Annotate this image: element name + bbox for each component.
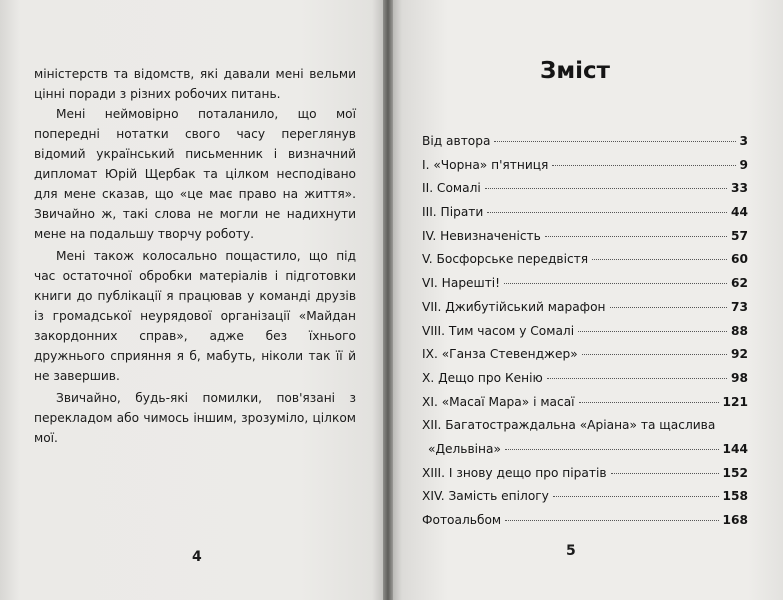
- toc-entry-title: XI. «Масаї Мара» і масаї: [422, 394, 575, 409]
- toc-leader: [485, 188, 727, 189]
- book-gutter: [383, 0, 393, 600]
- left-page-text: [34, 64, 356, 448]
- toc-entry[interactable]: [422, 134, 748, 158]
- toc-entry-page: 60: [731, 252, 748, 267]
- toc-entry[interactable]: [422, 489, 748, 513]
- paragraph: міністерств та відомств, які давали мені вельми цінні поради з різних робочих питань.: [34, 67, 356, 101]
- paragraph: Мені також колосально пощастило, що під час остаточної обробки матеріалів і підготовки книги до публікації я працював у команді друзів із громадської неурядової організації «Майдан закордонних справ», адже без їхнього дружнього сприяння я б, мабуть, ніколи так її й не завершив.: [34, 249, 356, 383]
- toc-entry-title: VII. Джибутійський марафон: [422, 299, 606, 314]
- toc-leader: [592, 259, 727, 260]
- toc-entry[interactable]: [422, 181, 748, 205]
- toc-entry-page: 33: [731, 181, 748, 196]
- toc-leader: [610, 307, 728, 308]
- toc-entry-page: 158: [722, 489, 748, 504]
- toc-leader: [611, 473, 719, 474]
- toc-entry-page: 73: [731, 299, 748, 314]
- toc-entry-page: 152: [722, 465, 748, 480]
- toc-entry-page: 3: [739, 134, 748, 148]
- toc-entry[interactable]: [422, 466, 748, 490]
- toc-entry-page: 44: [731, 205, 748, 220]
- toc-entry-page: 88: [731, 323, 748, 338]
- toc-entry[interactable]: [422, 513, 748, 537]
- toc-entry-page: 121: [722, 394, 748, 409]
- toc-entry[interactable]: [422, 418, 748, 442]
- toc-entry-title-continuation: «Дельвіна»: [428, 441, 501, 456]
- toc-entry[interactable]: [422, 395, 748, 419]
- paragraph: Звичайно, будь-які помилки, пов'язані з перекладом або чимось іншим, зрозуміло, цілком мої.: [34, 391, 356, 445]
- toc-leader: [553, 496, 719, 497]
- toc-leader: [504, 283, 727, 284]
- toc-entry-page: 62: [731, 276, 748, 291]
- table-of-contents: [422, 134, 748, 537]
- toc-entry-page: 92: [731, 347, 748, 362]
- toc-leader: [552, 165, 735, 166]
- toc-entry-title: IV. Невизначеність: [422, 228, 541, 243]
- toc-leader: [578, 331, 727, 332]
- left-page: [0, 0, 388, 600]
- toc-entry-title: XIV. Замість епілогу: [422, 489, 549, 504]
- toc-entry-title: VIII. Тим часом у Сомалі: [422, 323, 575, 338]
- toc-entry-page: 9: [739, 157, 748, 172]
- toc-leader: [547, 378, 727, 379]
- toc-entry-title: III. Пірати: [422, 205, 484, 220]
- toc-leader: [545, 236, 727, 237]
- toc-entry[interactable]: [422, 324, 748, 348]
- toc-leader: [505, 449, 719, 450]
- toc-leader: [579, 402, 719, 403]
- toc-entry-title: X. Дещо про Кенію: [422, 370, 543, 385]
- toc-entry-title: IX. «Ганза Стевенджер»: [422, 347, 578, 362]
- toc-entry-page: 98: [731, 370, 748, 385]
- toc-entry-title: XIII. І знову дещо про піратів: [422, 465, 607, 480]
- page-number-right: 5: [566, 543, 576, 559]
- toc-leader: [505, 520, 718, 521]
- toc-entry[interactable]: [422, 205, 748, 229]
- toc-leader: [494, 141, 735, 142]
- toc-entry-title: V. Босфорське передвістя: [422, 252, 589, 267]
- toc-entry-page: 57: [731, 228, 748, 243]
- page-number-left: 4: [192, 549, 202, 565]
- toc-entry-title: Фотоальбом: [422, 513, 502, 527]
- toc-title: Зміст: [540, 58, 610, 84]
- toc-entry[interactable]: [422, 347, 748, 371]
- toc-entry[interactable]: [422, 276, 748, 300]
- toc-entry-title: XII. Багатостраждальна «Аріана» та щаслива: [422, 418, 716, 433]
- toc-entry[interactable]: [422, 252, 748, 276]
- toc-entry-title: Від автора: [422, 134, 491, 148]
- toc-entry[interactable]: [422, 300, 748, 324]
- paragraph: Мені неймовірно поталанило, що мої попередні нотатки свого часу переглянув відомий український письменник і визначний дипломат Юрій Щербак та цілком несподівано для мене сказав, що «це має право на життя». Звичайно ж, такі слова не могли не надихнути мене на подальшу творчу роботу.: [34, 107, 356, 241]
- toc-entry-title: VI. Нарешті!: [422, 276, 501, 291]
- toc-entry-title: II. Сомалі: [422, 181, 481, 196]
- toc-entry[interactable]: [422, 371, 748, 395]
- toc-leader: [487, 212, 727, 213]
- toc-entry-continuation[interactable]: [422, 442, 748, 466]
- toc-entry[interactable]: [422, 229, 748, 253]
- toc-entry-page: 168: [722, 513, 748, 527]
- toc-leader: [582, 354, 727, 355]
- toc-entry-page: 144: [722, 441, 748, 456]
- toc-entry[interactable]: [422, 158, 748, 182]
- toc-entry-title: I. «Чорна» п'ятниця: [422, 157, 549, 172]
